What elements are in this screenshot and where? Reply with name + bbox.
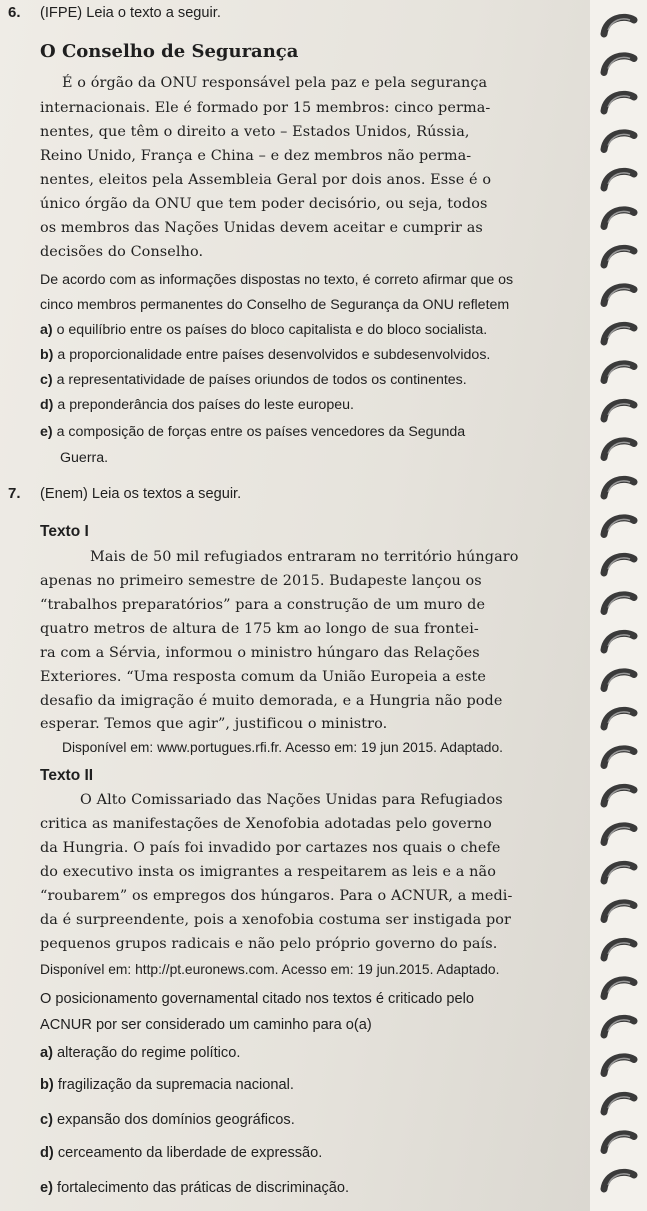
- q6-option-d[interactable]: [40, 397, 354, 413]
- option-text: fragilização da supremacia nacional.: [57, 1077, 294, 1093]
- q6-option-c[interactable]: [40, 372, 467, 388]
- option-letter: c): [40, 1112, 53, 1128]
- q7-option-d[interactable]: [40, 1145, 322, 1161]
- texto-2-line: pequenos grupos radicais e não pelo próprio governo do país.: [40, 936, 498, 952]
- q6-text-line: os membros das Nações Unidas devem aceitar e cumprir as: [40, 220, 483, 236]
- texto-1-line: ra com a Sérvia, informou o ministro húngaro das Relações: [40, 645, 480, 661]
- q7-option-b[interactable]: [40, 1077, 294, 1093]
- q6-option-b[interactable]: [40, 347, 490, 363]
- q7-stem-line: O posicionamento governamental citado nos textos é criticado pelo: [40, 991, 475, 1007]
- texto-1-title: Texto I: [40, 523, 89, 540]
- option-text: fortalecimento das práticas de discriminação.: [57, 1180, 350, 1196]
- question-6-number: 6.: [8, 4, 21, 21]
- q7-option-c[interactable]: [40, 1112, 295, 1128]
- texto-1-line: “trabalhos preparatórios” para a construção de um muro de: [40, 597, 486, 613]
- texto-1-line: esperar. Temos que agir”, justificou o ministro.: [40, 716, 388, 732]
- q6-text-line: internacionais. Ele é formado por 15 membros: cinco perma-: [40, 100, 491, 116]
- texto-2-source: Disponível em: http://pt.euronews.com. Acesso em: 19 jun.2015. Adaptado.: [40, 962, 500, 977]
- texto-1-line: Exteriores. “Uma resposta comum da União Europeia a este: [40, 669, 487, 685]
- q7-option-e[interactable]: [40, 1180, 349, 1196]
- option-text: a composição de forças entre os países vencedores da Segunda: [56, 424, 466, 440]
- option-letter: e): [40, 424, 53, 440]
- q6-option-a[interactable]: [40, 322, 487, 338]
- texto-2-line: “roubarem” os empregos dos húngaros. Para o ACNUR, a medi-: [40, 888, 513, 904]
- texto-1-line: apenas no primeiro semestre de 2015. Budapeste lançou os: [40, 573, 482, 589]
- texto-1-line: Mais de 50 mil refugiados entraram no território húngaro: [90, 549, 519, 565]
- texto-2-line: critica as manifestações de Xenofobia adotadas pelo governo: [40, 816, 492, 832]
- option-text: alteração do regime político.: [57, 1045, 241, 1061]
- q6-option-e-continuation: Guerra.: [60, 450, 109, 466]
- texto-2-line: da Hungria. O país foi invadido por cartazes nos quais o chefe: [40, 840, 501, 856]
- option-letter: c): [40, 372, 53, 388]
- texto-1-line: desafio da imigração é muito demorada, e a Hungria não pode: [40, 693, 503, 709]
- texto-1-line: quatro metros de altura de 175 km ao longo de sua frontei-: [40, 621, 479, 637]
- texto-2-line: O Alto Comissariado das Nações Unidas para Refugiados: [80, 792, 503, 808]
- q6-text-line: Reino Unido, França e China – e dez membros não perma-: [40, 148, 472, 164]
- option-letter: d): [40, 1145, 54, 1161]
- spiral-background: [590, 0, 647, 1211]
- option-text: a preponderância dos países do leste europeu.: [57, 397, 354, 413]
- spiral-binding: [590, 0, 647, 1211]
- texto-2-line: da é surpreendente, pois a xenofobia costuma ser instigada por: [40, 912, 512, 928]
- option-letter: e): [40, 1180, 53, 1196]
- question-6-intro: (IFPE) Leia o texto a seguir.: [40, 5, 221, 21]
- question-7-number: 7.: [8, 485, 21, 502]
- q6-option-e[interactable]: [40, 424, 465, 440]
- q7-option-a[interactable]: [40, 1045, 240, 1061]
- option-text: expansão dos domínios geográficos.: [57, 1112, 295, 1128]
- question-6-title: O Conselho de Segurança: [40, 41, 299, 62]
- q6-stem-line: cinco membros permanentes do Conselho de Segurança da ONU refletem: [40, 297, 510, 313]
- texto-2-line: do executivo insta os imigrantes a respeitarem as leis e a não: [40, 864, 496, 880]
- option-text: cerceamento da liberdade de expressão.: [57, 1145, 323, 1161]
- option-letter: a): [40, 1045, 53, 1061]
- option-letter: b): [40, 1077, 54, 1093]
- option-letter: a): [40, 322, 53, 338]
- option-letter: d): [40, 397, 54, 413]
- q6-text-line: decisões do Conselho.: [40, 244, 204, 260]
- question-7-intro: (Enem) Leia os textos a seguir.: [40, 486, 242, 502]
- q6-text-line: nentes, eleitos pela Assembleia Geral por dois anos. Esse é o: [40, 172, 492, 188]
- q6-stem-line: De acordo com as informações dispostas no texto, é correto afirmar que os: [40, 272, 514, 288]
- q6-text-line: nentes, que têm o direito a veto – Estados Unidos, Rússia,: [40, 124, 470, 140]
- q6-text-line: É o órgão da ONU responsável pela paz e pela segurança: [62, 75, 488, 91]
- option-letter: b): [40, 347, 54, 363]
- option-text: o equilíbrio entre os países do bloco capitalista e do bloco socialista.: [56, 322, 488, 338]
- q6-text-line: único órgão da ONU que tem poder decisório, ou seja, todos: [40, 196, 488, 212]
- texto-2-title: Texto II: [40, 767, 94, 784]
- option-text: a proporcionalidade entre países desenvolvidos e subdesenvolvidos.: [57, 347, 491, 363]
- option-text: a representatividade de países oriundos de todos os continentes.: [56, 372, 467, 388]
- q7-stem-line: ACNUR por ser considerado um caminho para o(a): [40, 1017, 372, 1033]
- texto-1-source: Disponível em: www.portugues.rfi.fr. Acesso em: 19 jun 2015. Adaptado.: [62, 740, 503, 755]
